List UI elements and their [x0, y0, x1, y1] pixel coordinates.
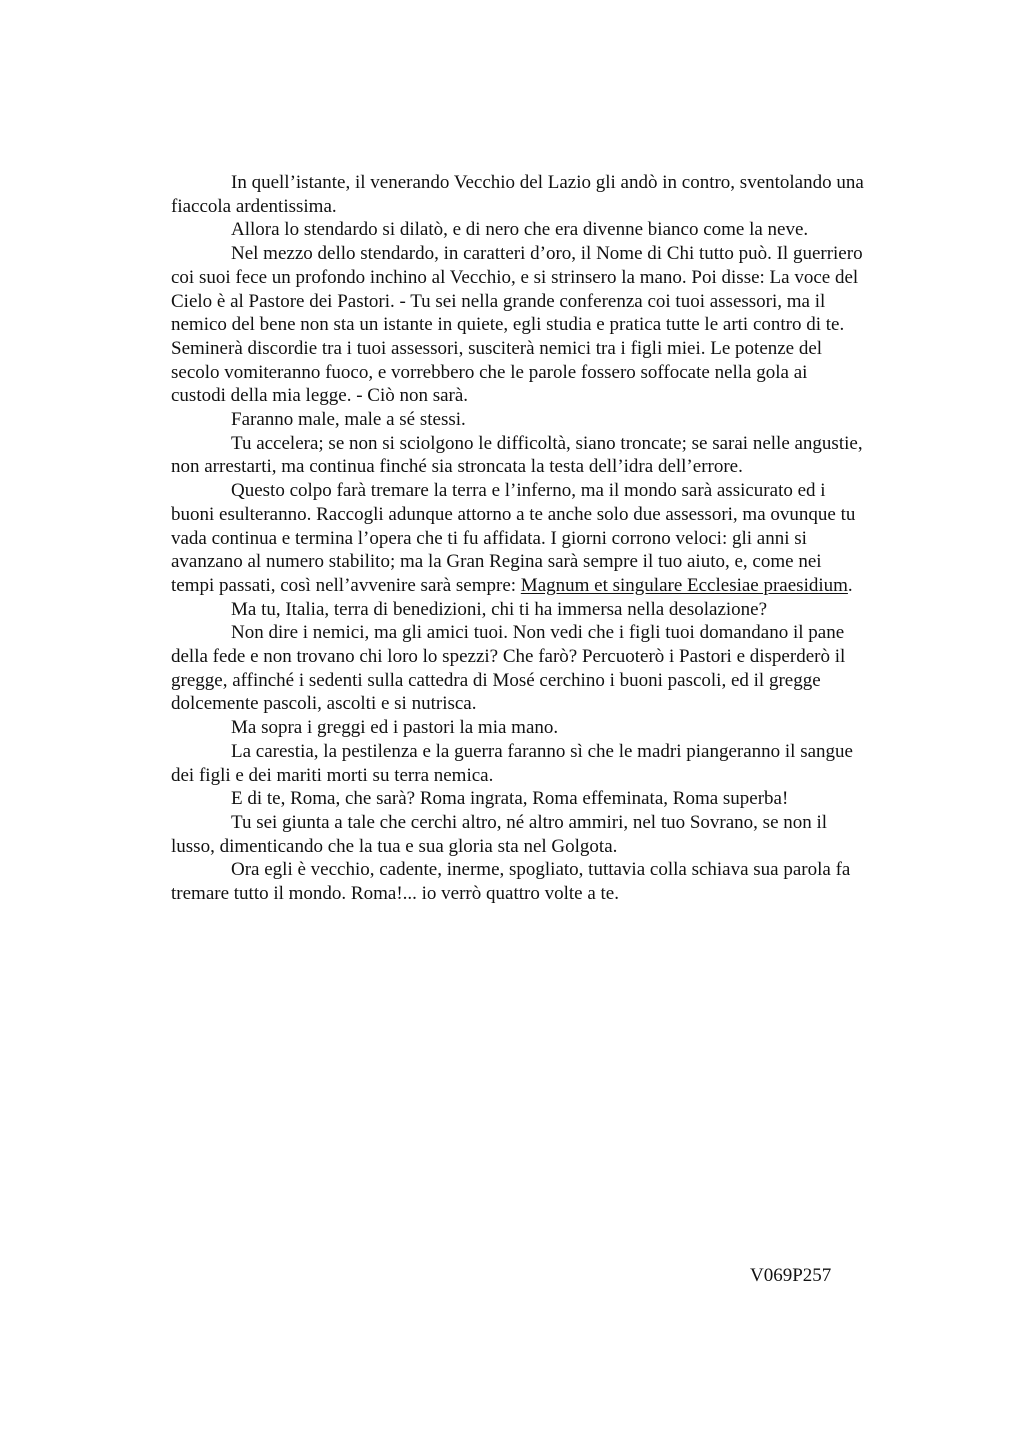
- paragraph: Nel mezzo dello stendardo, in caratteri d’oro, il Nome di Chi tutto può. Il guerriero coi suoi fece un profondo inchino al Vecchio, e si strinsero la mano. Poi disse: La voce del Cielo è al Pastore dei Pastori. - Tu sei nella grande conferenza coi tuoi assessori, ma il nemico del bene non sta un istante in quiete, egli studia e pratica tutte le arti contro di te. Seminerà discordie tra i tuoi assessori, susciterà nemici tra i figli miei. Le potenze del secolo vomiteranno fuoco, e vorrebbero che le parole fossero soffocate nella gola ai custodi della mia legge. - Ciò non sarà.: [171, 243, 863, 407]
- paragraph-end-punctuation: .: [847, 574, 853, 596]
- latin-motto: Magnum et singulare Ecclesiae praesidium: [520, 574, 848, 596]
- paragraph: Allora lo stendardo si dilatò, e di nero che era divenne bianco come la neve.: [231, 219, 809, 241]
- paragraph: Ma sopra i greggi ed i pastori la mia mano.: [231, 717, 559, 739]
- body-text: [171, 171, 931, 906]
- paragraph: Tu accelera; se non si sciolgono le difficoltà, siano troncate; se sarai nelle angustie, non arrestarti, ma continua finché sia stroncata la testa dell’idra dell’errore.: [171, 432, 863, 478]
- paragraph-with-latin-motto: [171, 479, 931, 598]
- paragraph: Faranno male, male a sé stessi.: [231, 409, 466, 431]
- paragraph: In quell’istante, il venerando Vecchio del Lazio gli andò in contro, sventolando una fiaccola ardentissima.: [171, 172, 864, 217]
- paragraph: E di te, Roma, che sarà? Roma ingrata, Roma effeminata, Roma superba!: [231, 788, 789, 810]
- paragraph: Tu sei giunta a tale che cerchi altro, né altro ammiri, nel tuo Sovrano, se non il lusso, dimenticando che la tua e sua gloria sta nel Golgota.: [171, 811, 828, 857]
- paragraph: Non dire i nemici, ma gli amici tuoi. Non vedi che i figli tuoi domandano il pane della fede e non trovano chi loro lo spezzi? Che farò? Percuoterò i Pastori e disperderò il gregge, affinché i sedenti sulla cattedra di Mosé cerchino i buoni pascoli, ed il gregge dolcemente pascoli, ascolti e si nutrisca.: [171, 622, 846, 715]
- document-code: V069P257: [750, 1265, 832, 1286]
- paragraph: Ma tu, Italia, terra di benedizioni, chi ti ha immersa nella desolazione?: [231, 598, 768, 620]
- paragraph-text: Questo colpo farà tremare la terra e l’inferno, ma il mondo sarà assicurato ed i buoni esulteranno. Raccogli adunque attorno a te anche solo due assessori, ma ovunque tu vada continua e termina l’opera che ti fu affidata. I giorni corrono veloci: gli anni si avanzano al numero stabilito; ma la Gran Regina sarà sempre il tuo aiuto, e, come nei tempi passati, così nell’avvenire sarà sempre:: [171, 480, 856, 596]
- paragraph: La carestia, la pestilenza e la guerra faranno sì che le madri piangeranno il sangue dei figli e dei mariti morti su terra nemica.: [171, 740, 853, 786]
- paragraph: Ora egli è vecchio, cadente, inerme, spogliato, tuttavia colla schiava sua parola fa tremare tutto il mondo. Roma!... io verrò quattro volte a te.: [171, 859, 851, 905]
